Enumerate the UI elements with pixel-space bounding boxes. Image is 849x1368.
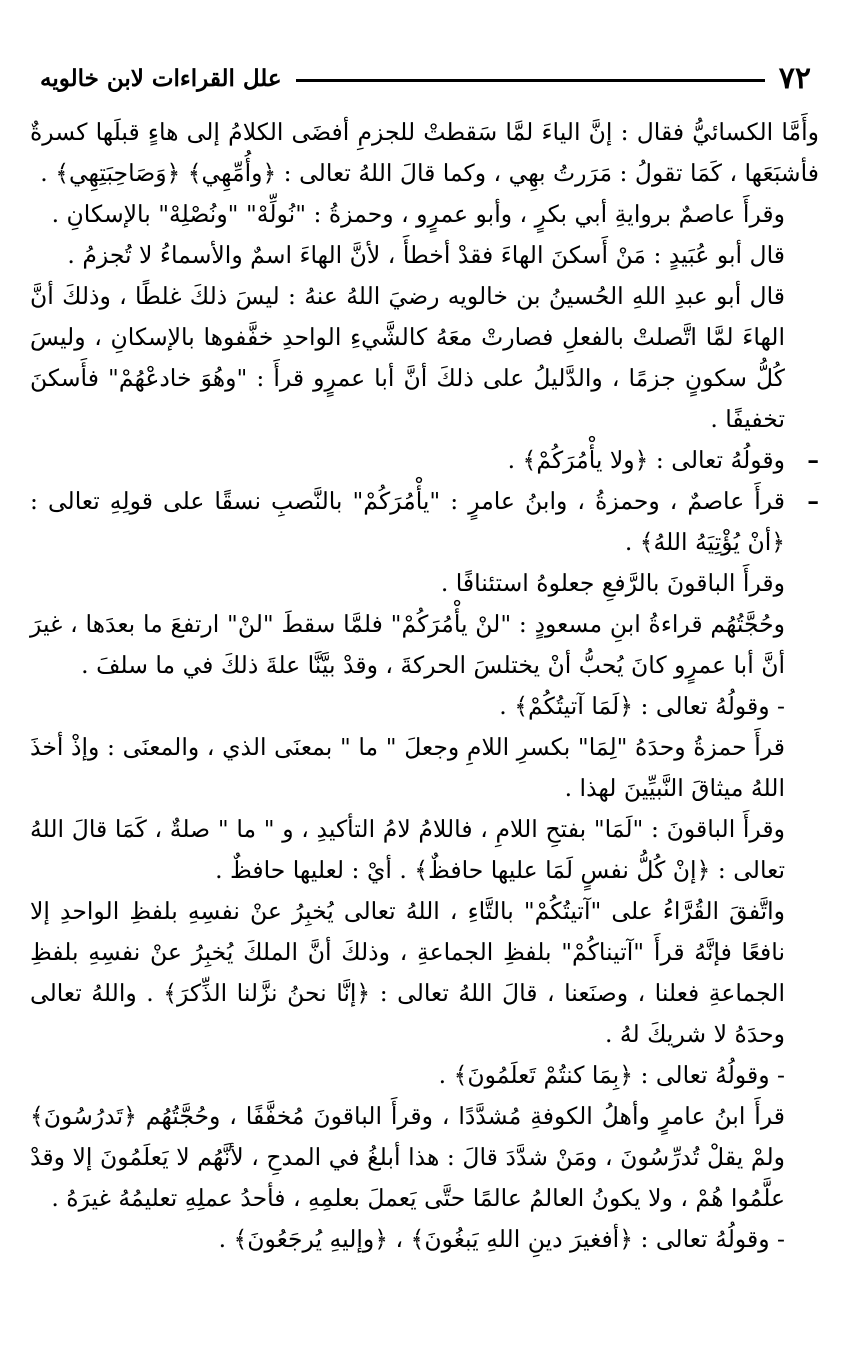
paragraph-9: - وقولُهُ تعالى : ﴿لَمَا آتيتُكُمْ﴾ .: [499, 692, 785, 720]
dash-item-2: [30, 481, 819, 563]
paragraph-8: وحُجَّتُهُم قراءةُ ابنِ مسعودٍ : "لنْ يأْمُرَكُمْ" فلمَّا سقطَ "لنْ" ارتفعَ ما بعدَها ، غيرَ أنَّ أبا عمرٍو كانَ يُحبُّ أنْ يختلسَ الحركةَ ، وقدْ بيَّنَّا علةَ ذلكَ في ما سلفَ .: [30, 610, 785, 679]
paragraph-11: وقرأَ الباقونَ : "لَمَا" بفتحِ اللامِ ، فاللامُ لامُ التأكيدِ ، و " ما " صلةٌ ، كَمَا قالَ اللهُ تعالى : ﴿إنْ كُلُّ نفسٍ لَمَا عليها حافظٌ﴾ . أيْ : لعليها حافظٌ .: [30, 815, 785, 884]
page-header: [40, 58, 811, 98]
running-title: علل القراءات لابن خالويه: [40, 64, 282, 92]
dash-item-text: وقولُهُ تعالى : ﴿ولا يأْمُرَكُمْ﴾ .: [507, 446, 785, 474]
dash-item-text: قرأَ عاصمٌ ، وحمزةُ ، وابنُ عامرٍ : "يأْمُرَكُمْ" بالنَّصبِ نسقًا على قولِهِ تعالى : ﴿أنْ يُؤْتِيَهُ اللهُ﴾ .: [30, 487, 785, 556]
body-text: [30, 112, 819, 1260]
header-rule: [296, 79, 765, 82]
paragraph-14: قرأَ ابنُ عامرٍ وأهلُ الكوفةِ مُشدَّدًا ، وقرأَ الباقونَ مُخفَّفًا ، وحُجَّتُهُم ﴿تَدرُسُونَ﴾ ولمْ يقلْ تُدرِّسُونَ ، ومَنْ شدَّدَ قالَ : هذا أبلغُ في المدحِ ، لأنَّهُم لا يَعلَمُونَ إلا وقدْ علَّمُوا هُمْ ، ولا يكونُ العالمُ عالمًا حتَّى يَعملَ بعلمِهِ ، فأحدُ عملِهِ تعليمُهُ غيرَهُ .: [30, 1102, 785, 1212]
paragraph-2: وقرأَ عاصمٌ بروايةِ أبي بكرٍ ، وأبو عمرٍو ، وحمزةُ : "نُولِّهْ" "ونُصْلِهْ" بالإسكانِ .: [51, 200, 785, 228]
page-number: ٧٢: [778, 60, 811, 96]
dash-mark: –: [807, 487, 819, 515]
paragraph-10: قرأَ حمزةُ وحدَهُ "لِمَا" بكسرِ اللامِ وجعلَ " ما " بمعنَى الذي ، والمعنَى : وإذْ أخذَ اللهُ ميثاقَ النَّبيِّينَ لهذا .: [30, 733, 785, 802]
dash-mark: –: [807, 446, 819, 474]
paragraph-7: وقرأَ الباقونَ بالرَّفعِ جعلوهُ استئنافًا .: [440, 569, 785, 597]
paragraph-4: قال أبو عبدِ اللهِ الحُسينُ بن خالويه رضيَ اللهُ عنهُ : ليسَ ذلكَ غلطًا ، وذلكَ أنَّ الهاءَ لمَّا اتَّصلتْ بالفعلِ فصارتْ معَهُ كالشَّيءِ الواحدِ خفَّفوها بالإسكانِ ، وليسَ كُلُّ سكونٍ جزمًا ، والدَّليلُ على ذلكَ أنَّ أبا عمرٍو قرأَ : "وهُوَ خادعْهُمْ" فأَسكنَ تخفيفًا .: [30, 282, 785, 433]
paragraph-12: واتَّفقَ القُرَّاءُ على "آتيتُكُمْ" بالتَّاءِ ، اللهُ تعالى يُخبِرُ عنْ نفسِهِ بلفظِ الواحدِ إلا نافعًا فإنَّهُ قرأَ "آتيناكُمْ" بلفظِ الجماعةِ ، وذلكَ أنَّ الملكَ يُخبِرُ عنْ نفسِهِ بلفظِ الجماعةِ فعلنا ، وصنَعنا ، قالَ اللهُ تعالى : ﴿إنَّا نحنُ نزَّلنا الذِّكرَ﴾ . واللهُ تعالى وحدَهُ لا شريكَ لهُ .: [30, 897, 785, 1048]
paragraph-15: - وقولُهُ تعالى : ﴿أفغيرَ دينِ اللهِ يَبغُونَ﴾ ، ﴿وإليهِ يُرجَعُونَ﴾ .: [218, 1225, 785, 1253]
dash-item-1: [30, 440, 819, 481]
paragraph-13: - وقولُهُ تعالى : ﴿بِمَا كنتُمْ تَعلَمُونَ﴾ .: [438, 1061, 785, 1089]
paragraph-1: وأَمَّا الكسائيُّ فقال : إنَّ الياءَ لمَّا سَقطتْ للجزمِ أفضَى الكلامُ إلى هاءٍ قبلَها كسرةٌ فأشبَعَها ، كَمَا تقولُ : مَرَرتُ بهِي ، وكما قالَ اللهُ تعالى : ﴿وأُمِّهِي﴾ ﴿وَصَاحِبَتِهِي﴾ .: [30, 118, 819, 187]
paragraph-3: قال أبو عُبَيدٍ : مَنْ أَسكنَ الهاءَ فقدْ أخطأَ ، لأنَّ الهاءَ اسمٌ والأسماءُ لا تُجزمُ .: [67, 241, 785, 269]
